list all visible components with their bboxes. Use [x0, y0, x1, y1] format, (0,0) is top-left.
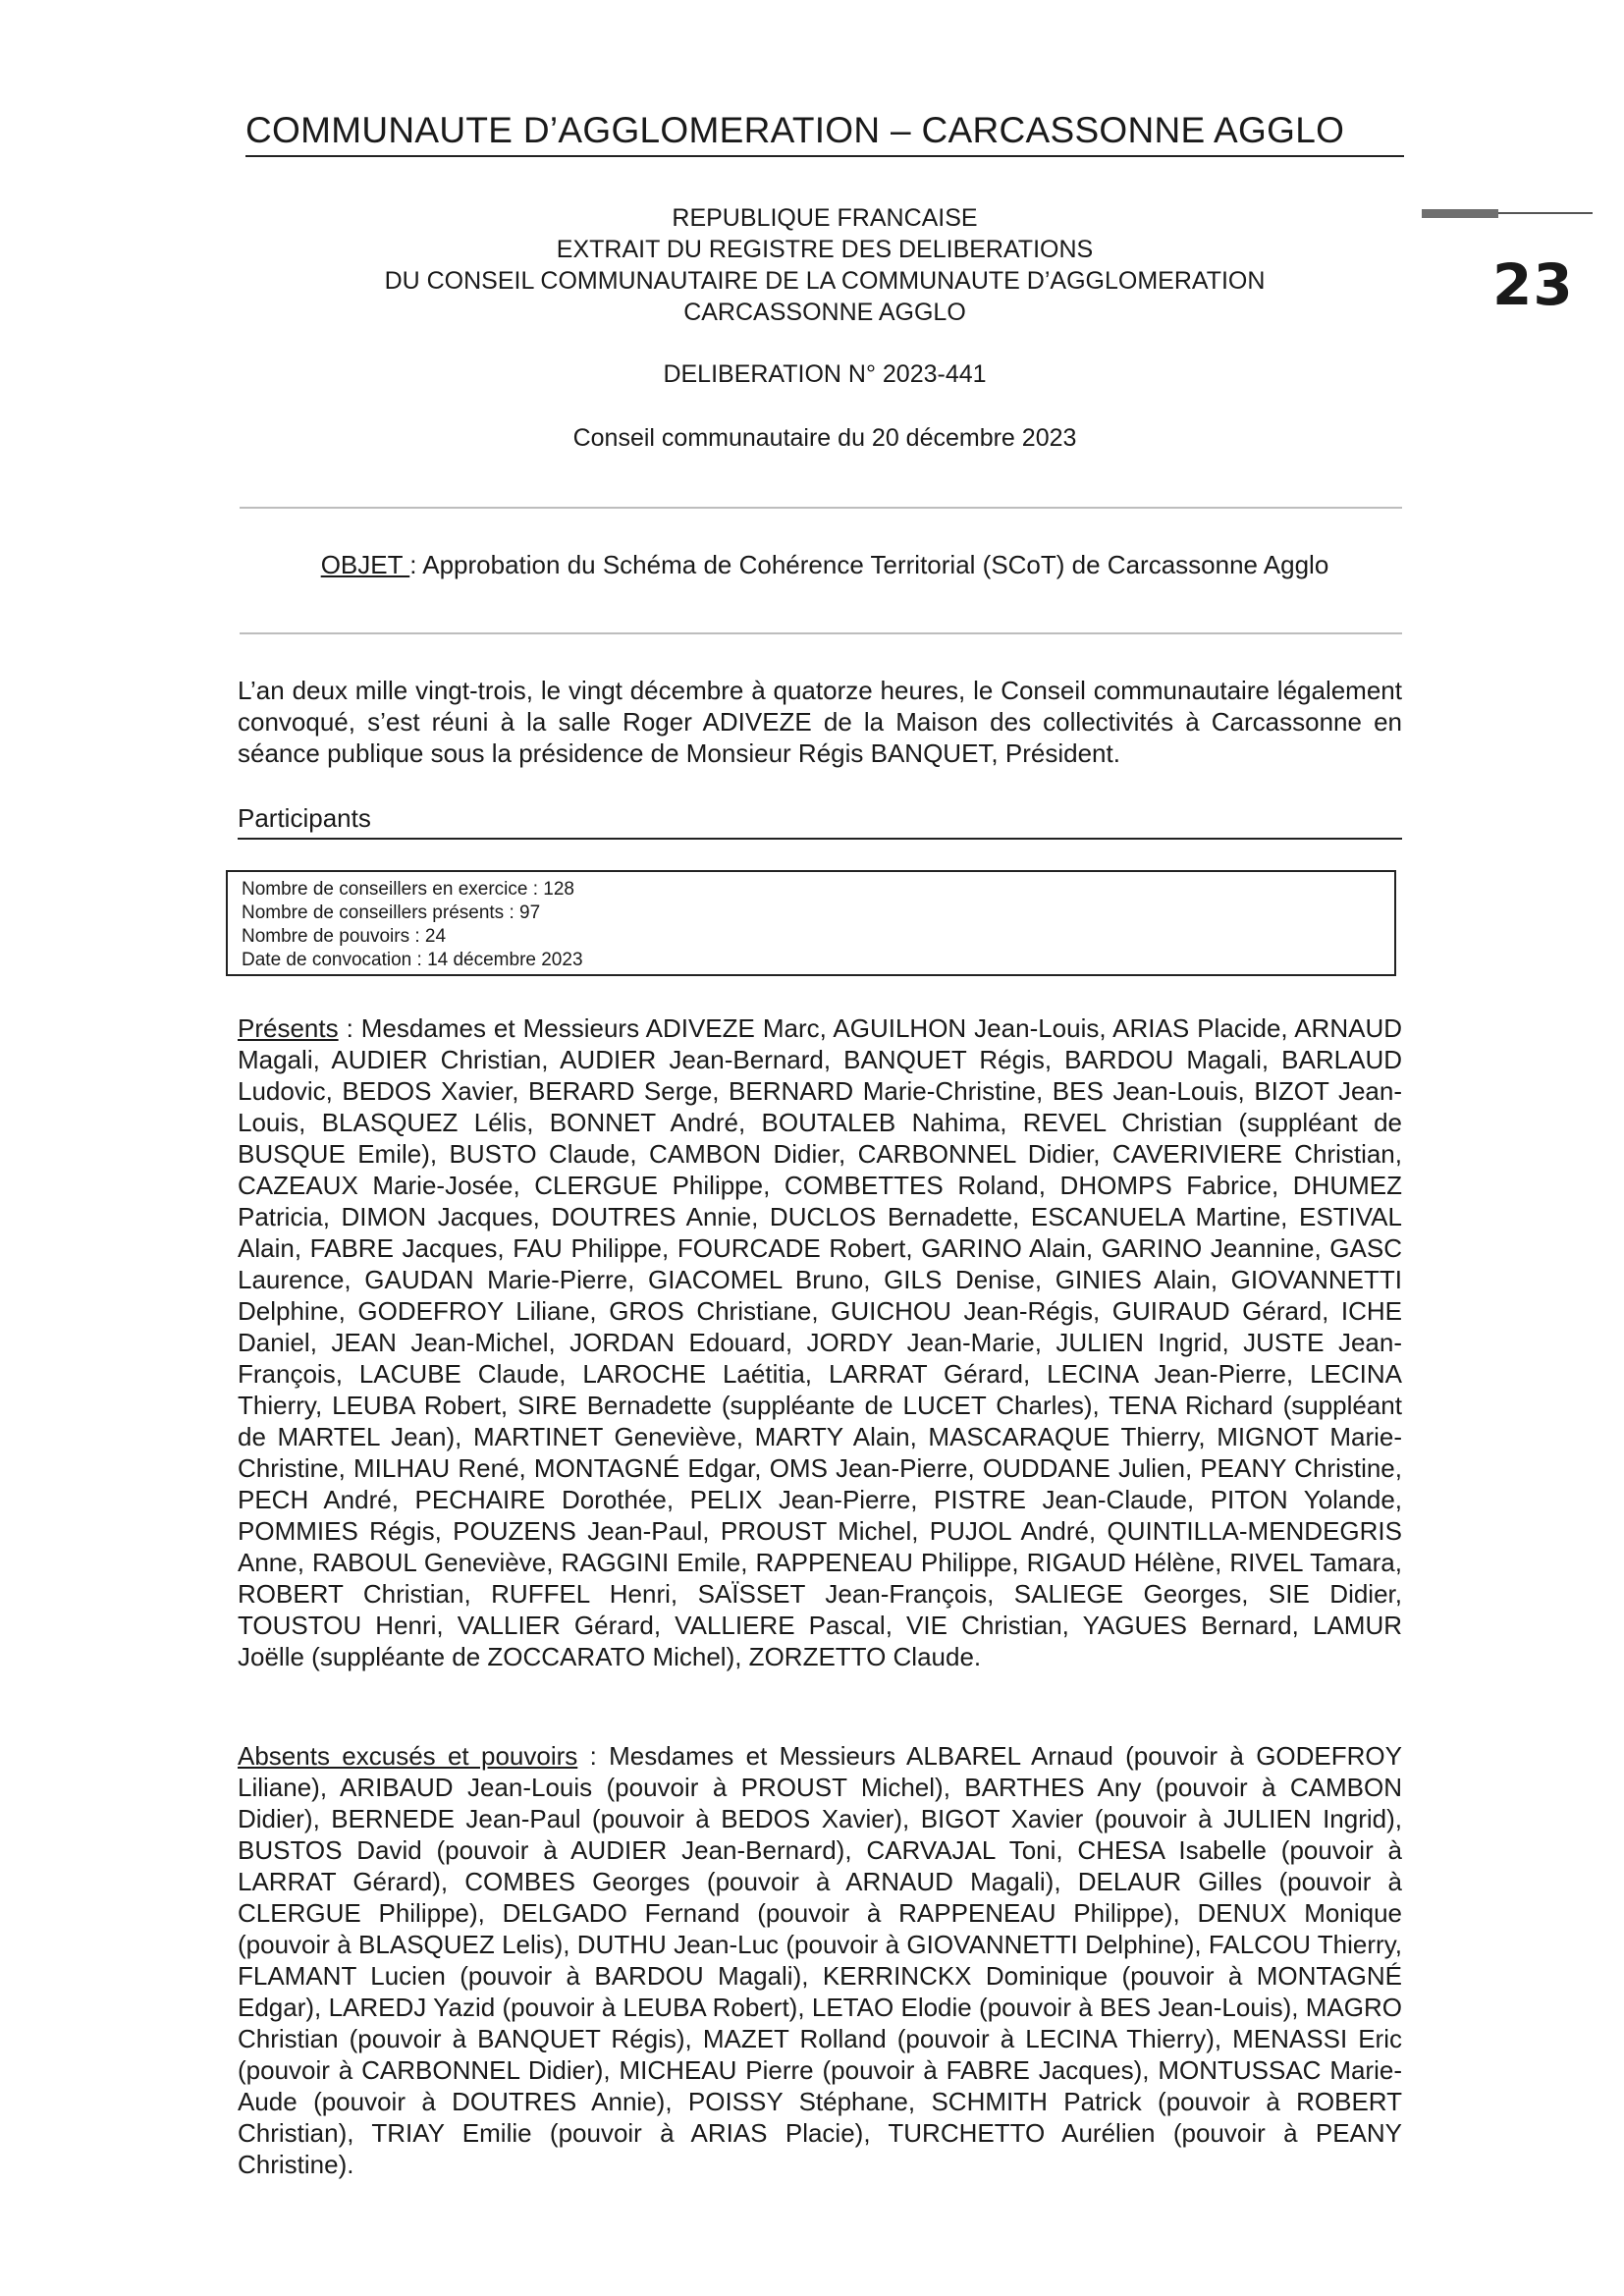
absents-label: Absents excusés et pouvoirs — [238, 1741, 578, 1771]
subject-text: : Approbation du Schéma de Cohérence Territorial (SCoT) de Carcassonne Agglo — [409, 550, 1329, 579]
divider — [240, 507, 1402, 509]
presents-list: : Mesdames et Messieurs ADIVEZE Marc, AGUILHON Jean-Louis, ARIAS Placide, ARNAUD Magali, AUDIER Christian, AUDIER Jean-Bernard, BANQUET Régis, BARDOU Magali, BARLAUD Ludovic, BEDOS Xavier, BERARD Serge, BERNARD Marie-Christine, BES Jean-Louis, BIZOT Jean-Louis, BLASQUEZ Lélis, BONNET André, BOUTALEB Nahima, REVEL Christian (suppléant de BUSQUE Emile), BUSTO Claude, CAMBON Didier, CARBONNEL Didier, CAVERIVIERE Christian, CAZEAUX Marie-Josée, CLERGUE Philippe, COMBETTES Roland, DHOMPS Fabrice, DHUMEZ Patricia, DIMON Jacques, DOUTRES Annie, DUCLOS Bernadette, ESCANUELA Martine, ESTIVAL Alain, FABRE Jacques, FAU Philippe, FOURCADE Robert, GARINO Alain, GARINO Jeannine, GASC Laurence, GAUDAN Marie-Pierre, GIACOMEL Bruno, GILS Denise, GINIES Alain, GIOVANNETTI Delphine, GODEFROY Liliane, GROS Christiane, GUICHOU Jean-Régis, GUIRAUD Gérard, ICHE Daniel, JEAN Jean-Michel, JORDAN Edouard, JORDY Jean-Marie, JULIEN Ingrid, JUSTE Jean-François, LACUBE Claude, LAROCHE Laétitia, LARRAT Gérard, LECINA Jean-Pierre, LECINA Thierry, LEUBA Robert, SIRE Bernadette (suppléante de LUCET Charles), TENA Richard (suppléant de MARTEL Jean), MARTINET Geneviève, MARTY Alain, MASCARAQUE Thierry, MIGNOT Marie-Christine, MILHAU René, MONTAGNÉ Edgar, OMS Jean-Pierre, OUDDANE Julien, PEANY Christine, PECH André, PECHAIRE Dorothée, PELIX Jean-Pierre, PISTRE Jean-Claude, PITON Yolande, POMMIES Régis, POUZENS Jean-Paul, PROUST Michel, PUJOL André, QUINTILLA-MENDEGRIS Anne, RABOUL Geneviève, RAGGINI Emile, RAPPENEAU Philippe, RIGAUD Hélène, RIVEL Tamara, ROBERT Christian, RUFFEL Henri, SAÏSSET Jean-François, SALIEGE Georges, SIE Didier, TOUSTOU Henri, VALLIER Gérard, VALLIERE Pascal, VIE Christian, YAGUES Bernard, LAMUR Joëlle (suppléante de ZOCCARATO Michel), ZORZETTO Claude. — [238, 1013, 1402, 1671]
stamp-bar — [1422, 209, 1498, 218]
participants-heading: Participants — [238, 803, 1402, 840]
members-count: Nombre de conseillers en exercice : 128 — [242, 879, 575, 900]
session-date: Conseil communautaire du 20 décembre 2023 — [572, 424, 1077, 452]
page-stamp-number: 23 — [1492, 251, 1574, 318]
deliberation-number: DELIBERATION N° 2023-441 — [663, 360, 987, 388]
council-line: DU CONSEIL COMMUNAUTAIRE DE LA COMMUNAUTE D’AGGLOMERATION — [384, 267, 1266, 295]
present-count: Nombre de conseillers présents : 97 — [242, 902, 541, 923]
subject-label: OBJET — [320, 550, 410, 579]
absents-list: : Mesdames et Messieurs ALBAREL Arnaud (pouvoir à GODEFROY Liliane), ARIBAUD Jean-Louis (pouvoir à PROUST Michel), BARTHES Any (pouvoir à CAMBON Didier), BERNEDE Jean-Paul (pouvoir à BEDOS Xavier), BIGOT Xavier (pouvoir à JULIEN Ingrid), BUSTOS David (pouvoir à AUDIER Jean-Bernard), CARVAJAL Toni, CHESA Isabelle (pouvoir à LARRAT Gérard), COMBES Georges (pouvoir à ARNAUD Magali), DELAUR Gilles (pouvoir à CLERGUE Philippe), DELGADO Fernand (pouvoir à RAPPENEAU Philippe), DENUX Monique (pouvoir à BLASQUEZ Lelis), DUTHU Jean-Luc (pouvoir à GIOVANNETTI Delphine), FALCOU Thierry, FLAMANT Lucien (pouvoir à BARDOU Magali), KERRINCKX Dominique (pouvoir à MONTAGNÉ Edgar), LAREDJ Yazid (pouvoir à LEUBA Robert), LETAO Elodie (pouvoir à BES Jean-Louis), MAGRO Christian (pouvoir à BANQUET Régis), MAZET Rolland (pouvoir à LECINA Thierry), MENASSI Eric (pouvoir à CARBONNEL Didier), MICHEAU Pierre (pouvoir à FABRE Jacques), MONTUSSAC Marie-Aude (pouvoir à DOUTRES Annie), POISSY Stéphane, SCHMITH Patrick (pouvoir à ROBERT Christian), TRIAY Emilie (pouvoir à ARIAS Placie), TURCHETTO Aurélien (pouvoir à PEANY Christine). — [238, 1741, 1402, 2179]
extract-line: EXTRAIT DU REGISTRE DES DELIBERATIONS — [556, 236, 1094, 263]
absents-paragraph — [238, 1740, 1402, 2180]
page-title: COMMUNAUTE D’AGGLOMERATION – CARCASSONNE AGGLO — [245, 110, 1404, 157]
republic-line: REPUBLIQUE FRANCAISE — [672, 204, 978, 232]
proxy-count: Nombre de pouvoirs : 24 — [242, 926, 447, 947]
agglo-line: CARCASSONNE AGGLO — [683, 299, 966, 326]
subject-line — [245, 550, 1404, 580]
divider — [240, 632, 1402, 634]
registry-header — [245, 202, 1404, 328]
convocation-date: Date de convocation : 14 décembre 2023 — [242, 950, 583, 970]
intro-paragraph: L’an deux mille vingt-trois, le vingt décembre à quatorze heures, le Conseil communautaire légalement convoqué, s’est réuni à la salle Roger ADIVEZE de la Maison des collectivités à Carcassonne en séance publique sous la présidence de Monsieur Régis BANQUET, Président. — [238, 676, 1402, 768]
presents-paragraph — [238, 1012, 1402, 1672]
attendance-summary-box — [226, 870, 1396, 976]
presents-label: Présents — [238, 1013, 339, 1043]
stamp-line — [1498, 212, 1593, 214]
